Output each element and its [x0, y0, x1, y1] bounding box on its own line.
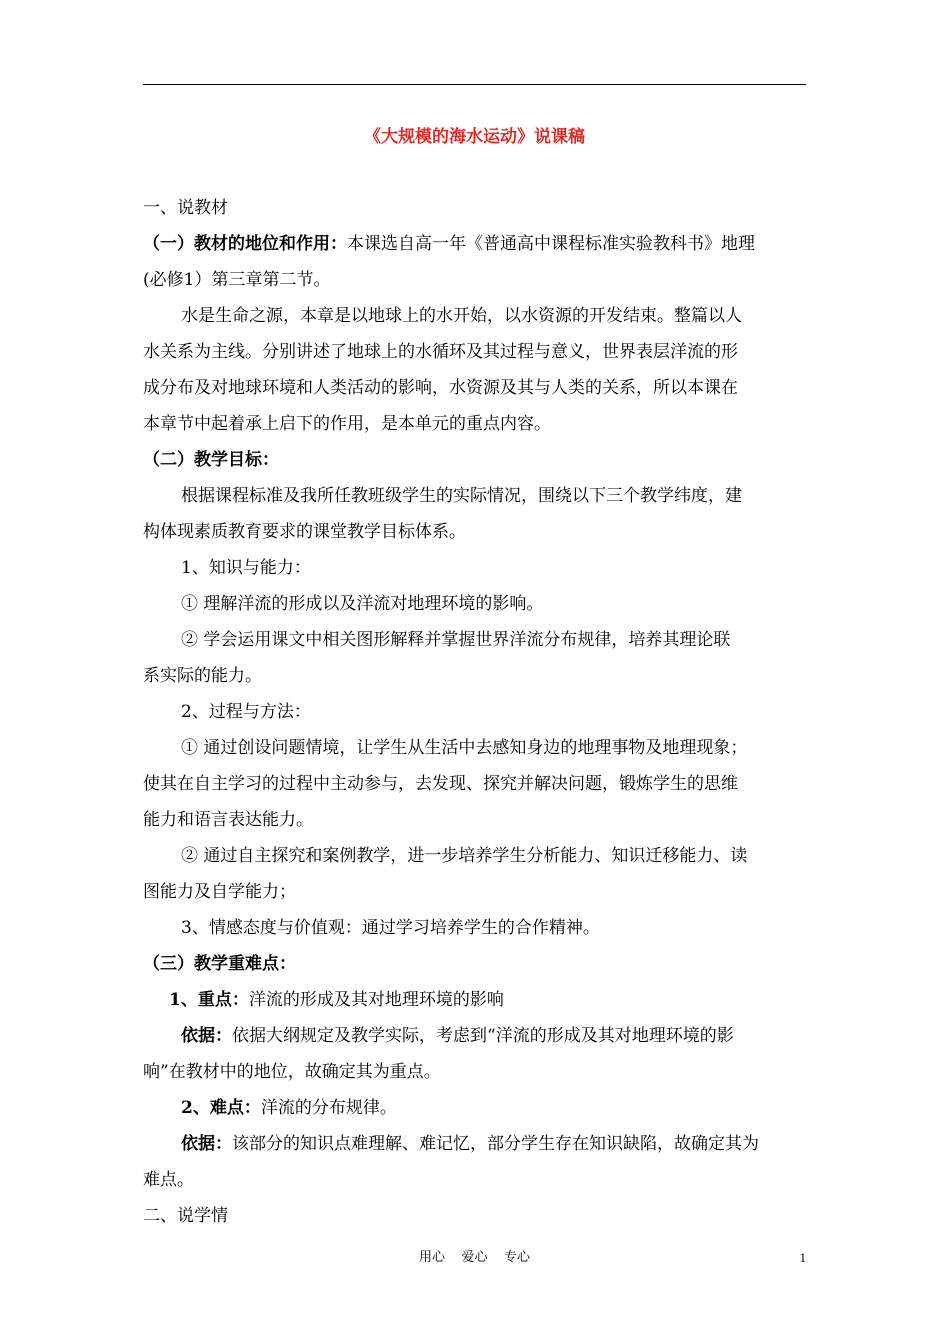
basis-continuation: 响”在教材中的地位，故确定其为重点。: [143, 1062, 441, 1082]
key-point-line: [143, 982, 806, 1018]
basis-text: 该部分的知识点难理解、难记忆，部分学生存在知识缺陷，故确定其为: [232, 1134, 759, 1154]
difficulty-label: 2、难点：: [181, 1098, 261, 1118]
list-item-continuation: 系实际的能力。: [143, 666, 262, 686]
document-body: [143, 190, 806, 1234]
paragraph-text: 根据课程标准及我所任教班级学生的实际情况，围绕以下三个教学纬度，建: [181, 486, 742, 506]
basis-label: 依据：: [181, 1134, 232, 1154]
key-point-label: 1、重点：: [169, 990, 249, 1010]
basis-continuation: 难点。: [143, 1170, 194, 1190]
footer-motto: 用心 爱心 专心: [418, 1250, 531, 1265]
paragraph-text: 水关系为主线。分别讲述了地球上的水循环及其过程与意义，世界表层洋流的形: [143, 342, 738, 362]
list-heading-process: 2、过程与方法：: [181, 702, 311, 722]
basis-line: [143, 1126, 806, 1162]
basis-line: [143, 1018, 806, 1054]
page-footer: [143, 1248, 806, 1268]
list-heading-attitude: 3、情感态度与价值观：通过学习培养学生的合作精神。: [181, 918, 600, 938]
header-rule: [143, 84, 806, 85]
paragraph-text: (必修1）第三章第二节。: [143, 270, 331, 290]
list-item: ① 理解洋流的形成以及洋流对地理环境的影响。: [181, 594, 544, 614]
difficulty-text: 洋流的分布规律。: [260, 1098, 397, 1118]
paragraph-text: 本课选自高一年《普通高中课程标准实验教科书》地理: [347, 234, 755, 254]
paragraph-text: 本章节中起着承上启下的作用，是本单元的重点内容。: [143, 414, 551, 434]
list-item-continuation: 图能力及自学能力；: [143, 882, 296, 902]
list-item: ② 通过自主探究和案例教学，进一步培养学生分析能力、知识迁移能力、读: [181, 846, 748, 866]
paragraph-text: 构体现素质教育要求的课堂教学目标体系。: [143, 522, 466, 542]
list-item: ② 学会运用课文中相关图形解释并掌握世界洋流分布规律，培养其理论联: [181, 630, 731, 650]
section-heading-students: 二、说学情: [143, 1206, 228, 1226]
subheading-status-role: （一）教材的地位和作用：: [143, 234, 347, 254]
paragraph-text: 成分布及对地球环境和人类活动的影响，水资源及其与人类的关系，所以本课在: [143, 378, 738, 398]
list-item-continuation: 使其在自主学习的过程中主动参与，去发现、探究并解决问题，锻炼学生的思维: [143, 774, 738, 794]
page-number: 1: [799, 1250, 806, 1265]
difficulty-line: [143, 1090, 806, 1126]
key-point-text: 洋流的形成及其对地理环境的影响: [248, 990, 504, 1010]
list-item: ① 通过创设问题情境，让学生从生活中去感知身边的地理事物及地理现象；: [181, 738, 748, 758]
basis-label: 依据：: [181, 1026, 232, 1046]
paragraph-text: 水是生命之源，本章是以地球上的水开始，以水资源的开发结束。整篇以人: [181, 306, 742, 326]
subheading-key-difficult: （三）教学重难点：: [143, 954, 296, 974]
paragraph-status-role: [143, 226, 806, 262]
section-heading-textbook: 一、说教材: [143, 198, 228, 218]
subheading-teaching-goals: （二）教学目标：: [143, 450, 279, 470]
list-heading-knowledge: 1、知识与能力：: [181, 558, 311, 578]
list-item-continuation: 能力和语言表达能力。: [143, 810, 313, 830]
basis-text: 依据大纲规定及教学实际，考虑到“洋流的形成及其对地理环境的影: [232, 1026, 734, 1046]
document-title: 《大规模的海水运动》说课稿: [364, 127, 585, 147]
